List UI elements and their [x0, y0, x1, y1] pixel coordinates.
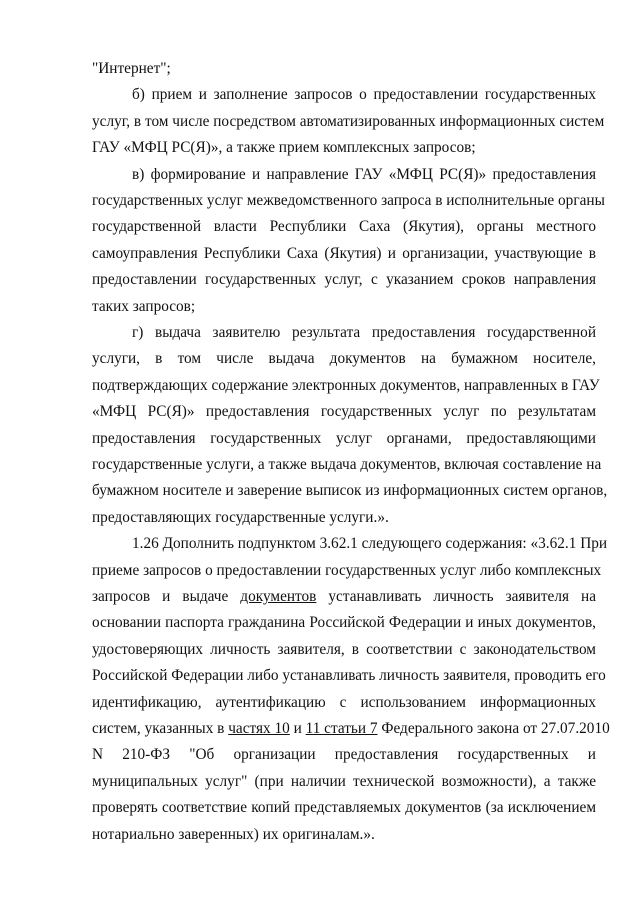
text-line [92, 60, 596, 78]
text-line [92, 799, 596, 817]
text-run: приеме запросов о предоставлении государственных услуг либо комплексных [92, 561, 602, 579]
text-run: устанавливать личность заявителя на [316, 588, 596, 605]
text-line [92, 112, 605, 131]
text-line [92, 192, 605, 210]
text-line [92, 218, 596, 236]
text-run: государственные услуги, а также выдача документов, включая составление на [92, 456, 602, 473]
text-line [92, 139, 596, 157]
text-run: удостоверяющих личность заявителя, в соответствии с законодательством [92, 640, 596, 658]
text-run: нотариально заверенных) их оригиналам.». [92, 825, 375, 843]
text-line [92, 403, 596, 421]
text-line [92, 561, 602, 580]
text-run: запросов и выдаче [92, 588, 241, 605]
text-run: систем, указанных в [92, 720, 229, 737]
text-line [92, 509, 596, 527]
text-run: государственных услуг межведомственного запроса в исполнительные органы [92, 192, 605, 209]
text-line [92, 667, 606, 685]
text-run: предоставлении государственных услуг, с указанием сроков направления [92, 271, 596, 289]
text-run: 1.26 Дополнить подпунктом 3.62.1 следующего содержания: «3.62.1 При [132, 535, 608, 553]
text-run: "Интернет"; [92, 60, 171, 77]
text-run: услуг, в том числе посредством автоматизированных информационных систем [92, 112, 605, 130]
text-line [92, 298, 596, 316]
text-run: ГАУ «МФЦ РС(Я)», а также прием комплексных запросов; [92, 139, 476, 157]
text-line [132, 535, 608, 553]
text-line [92, 430, 596, 448]
text-run: бумажном носителе и заверение выписок из информационных систем органов, [92, 482, 608, 500]
text-line [92, 746, 596, 764]
text-run: N 210-ФЗ "Об организации предоставления государственных и [92, 746, 596, 764]
text-line [92, 588, 596, 606]
text-run: б) прием и заполнение запросов о предоставлении государственных [132, 86, 596, 104]
text-line [92, 271, 596, 289]
text-run: в) формирование и направление ГАУ «МФЦ РС(Я)» предоставления [132, 165, 596, 183]
text-run: г) выдача заявителю результата предоставления государственной [132, 324, 596, 341]
text-run: предоставления государственных услуг органами, предоставляющими [92, 429, 596, 447]
text-line [92, 456, 602, 474]
text-run: Федерального закона от 27.07.2010 [377, 720, 610, 737]
text-line [92, 773, 596, 791]
text-run: идентификацию, аутентификацию с использованием информационных [92, 693, 596, 711]
text-line [92, 641, 596, 659]
text-line [132, 86, 596, 104]
text-line [92, 694, 596, 712]
text-run: подтверждающих содержание электронных документов, направленных в ГАУ [92, 376, 600, 394]
text-run: Российской Федерации либо устанавливать личность заявителя, проводить его [92, 667, 606, 685]
text-line [92, 376, 600, 395]
text-line [92, 720, 610, 738]
text-run: государственной власти Республики Саха (Якутия), органы местного [92, 218, 596, 236]
document-link[interactable]: частях 10 [228, 720, 290, 737]
text-run: таких запросов; [92, 297, 196, 315]
text-run: проверять соответствие копий представляемых документов (за исключением [92, 799, 596, 817]
text-run: «МФЦ РС(Я)» предоставления государственных услуг по результатам [92, 403, 596, 421]
text-run: и [289, 720, 306, 737]
text-line [132, 166, 596, 184]
text-run: муниципальных услуг" (при наличии технической возможности), а также [92, 772, 596, 790]
text-run: услуги, в том числе выдача документов на бумажном носителе, [92, 350, 596, 368]
text-run: самоуправления Республики Саха (Якутия) и организации, участвующие в [92, 244, 596, 262]
text-line [92, 826, 596, 844]
text-line [92, 614, 596, 632]
text-line [92, 245, 596, 263]
document-link[interactable]: 11 статьи 7 [305, 720, 378, 737]
text-line [92, 350, 596, 368]
text-line [132, 324, 596, 342]
text-run: основании паспорта гражданина Российской Федерации и иных документов, [92, 614, 596, 632]
document-link[interactable]: документов [240, 588, 317, 605]
text-run: предоставляющих государственные услуги.». [92, 508, 389, 526]
text-line [92, 482, 608, 500]
